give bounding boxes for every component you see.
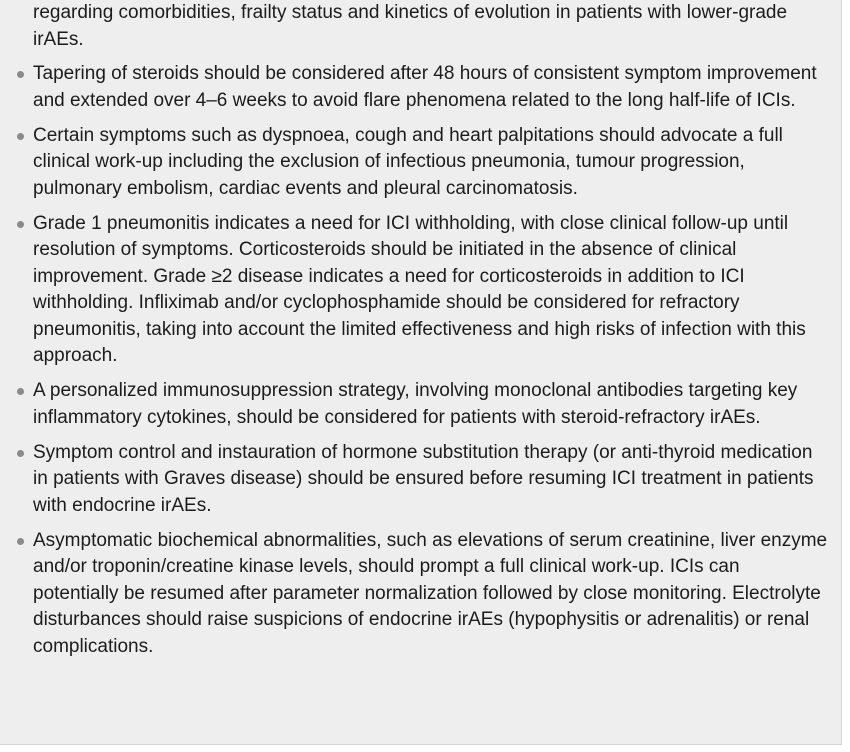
bullet-text: Certain symptoms such as dyspnoea, cough and heart palpitations should advocate a full clinical work-up including the exclusion of infectious pneumonia, tumour progression, pulmonary embolism, cardiac events and pleural carcinomatosis.: [33, 124, 783, 199]
bullet-text: Asymptomatic biochemical abnormalities, such as elevations of serum creatinine, liver enzyme and/or troponin/creatine kinase levels, should prompt a full clinical work-up. ICIs can potentially be resumed after parameter normalization followed by close monitoring. Electrolyte disturbances should raise suspicions of endocrine irAEs (hypophysitis or adrenalitis) or renal complications.: [33, 529, 828, 657]
list-item: [0, 123, 842, 203]
bullet-text: Symptom control and instauration of hormone substitution therapy (or anti-thyroid medication in patients with Graves disease) should be ensured before resuming ICI treatment in patients with endocrine irAEs.: [33, 441, 814, 516]
list-item: [0, 378, 842, 431]
bullet-icon: [17, 450, 24, 457]
bullet-list: [0, 61, 842, 669]
bullet-icon: [17, 388, 24, 395]
bullet-icon: [17, 538, 24, 545]
list-item: [0, 61, 842, 114]
continuation-text: regarding comorbidities, frailty status and kinetics of evolution in patients with lower-grade irAEs.: [33, 2, 788, 50]
bullet-icon: [17, 221, 24, 228]
bullet-icon: [17, 71, 24, 78]
bullet-text: A personalized immunosuppression strategy, involving monoclonal antibodies targeting key inflammatory cytokines, should be considered for patients with steroid-refractory irAEs.: [33, 380, 798, 428]
list-item: [0, 528, 842, 661]
bullet-text: Tapering of steroids should be considered after 48 hours of consistent symptom improvement and extended over 4–6 weeks to avoid flare phenomena related to the long half-life of ICIs.: [33, 63, 817, 111]
bullet-icon: [17, 133, 24, 140]
list-item: [0, 440, 842, 520]
bullet-text: Grade 1 pneumonitis indicates a need for ICI withholding, with close clinical follow-up until resolution of symptoms. Corticosteroids should be initiated in the absence of clinical improvement. Grade ≥2 disease indicates a need for corticosteroids in addition to ICI withholding. Infliximab and/or cyclophosphamide should be considered for refractory pneumonitis, taking into account the limited effectiveness and high risks of infection with this approach.: [33, 212, 806, 366]
list-item: [0, 211, 842, 370]
